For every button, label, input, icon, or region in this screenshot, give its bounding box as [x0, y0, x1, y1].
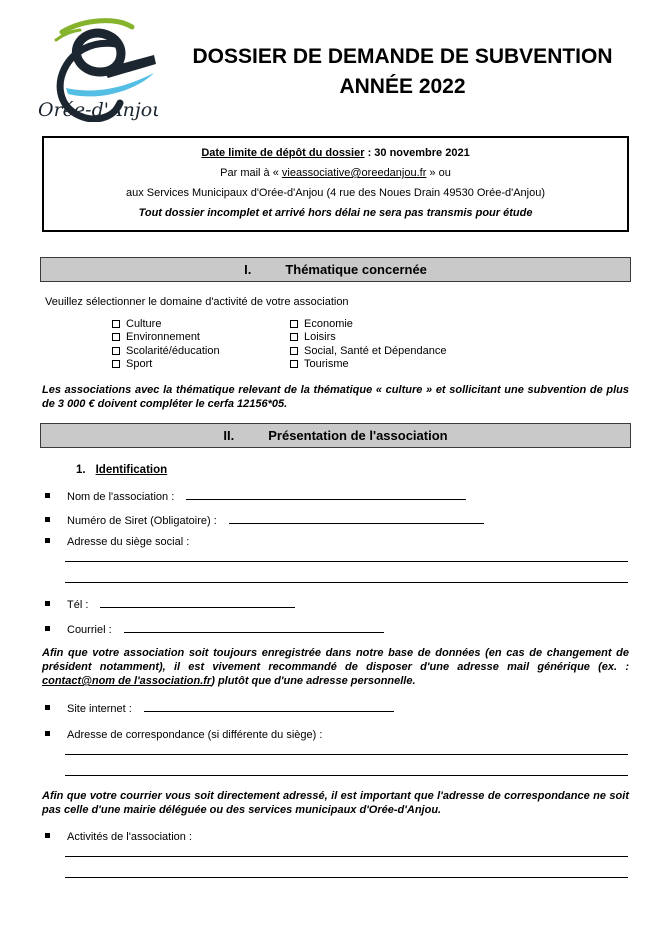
checkbox-option-loisirs[interactable] [290, 331, 447, 345]
checkbox-option-culture[interactable] [112, 317, 290, 331]
checkbox-icon[interactable] [290, 360, 298, 368]
checkbox-label: Environnement [126, 331, 200, 344]
bullet-icon [45, 833, 50, 838]
bullet-icon [45, 538, 50, 543]
email-link[interactable]: vieassociative@oreedanjou.fr [281, 167, 427, 179]
checkbox-option-sport[interactable] [112, 358, 290, 372]
section-2-title: Présentation de l'association [268, 428, 448, 443]
activites-line-1[interactable] [65, 843, 628, 857]
checkbox-icon[interactable] [112, 347, 120, 355]
page-title-line1: DOSSIER DE DEMANDE DE SUBVENTION [192, 45, 613, 68]
field-tel [45, 597, 628, 611]
checkbox-option-environnement[interactable] [112, 331, 290, 345]
checkbox-column-2 [290, 317, 447, 371]
field-activites [45, 831, 628, 843]
field-nom-input[interactable] [186, 489, 466, 500]
generic-email-note-text: Afin que votre association soit toujours enregistrée dans notre base de données (en cas de changement de président notamment), il est vivement recommandé de disposer d'une adresse mail générique (ex. : [42, 647, 629, 673]
adresse-siege-line-2[interactable] [65, 562, 628, 583]
checkbox-option-tourisme[interactable] [290, 358, 447, 372]
deadline-value: : 30 novembre 2021 [364, 147, 470, 159]
bullet-icon [45, 626, 50, 631]
mail-suffix: » ou [426, 167, 451, 179]
identification-heading [76, 464, 671, 476]
checkbox-icon[interactable] [290, 347, 298, 355]
bullet-icon [45, 601, 50, 606]
field-siret-label: Numéro de Siret (Obligatoire) : [67, 515, 217, 527]
logo-text: Orée-d'Anjou [38, 99, 158, 121]
header [0, 0, 671, 122]
adresse-siege-line-1[interactable] [65, 548, 628, 562]
deadline-label: Date limite de dépôt du dossier [201, 147, 365, 159]
adresse-corresp-line-2[interactable] [65, 755, 628, 776]
bullet-icon [45, 705, 50, 710]
section-1-intro: Veuillez sélectionner le domaine d'activité de votre association [45, 296, 349, 308]
title-block [158, 12, 647, 122]
section-2-header [40, 423, 631, 448]
page-title-line2: ANNÉE 2022 [339, 75, 466, 98]
generic-email-note [42, 646, 629, 688]
checkbox-label: Social, Santé et Dépendance [304, 344, 447, 357]
field-site-input[interactable] [144, 701, 394, 712]
checkbox-icon[interactable] [112, 360, 120, 368]
field-nom-label: Nom de l'association : [67, 491, 175, 503]
checkbox-label: Sport [126, 358, 153, 371]
mail-line [54, 163, 617, 183]
checkbox-option-scolarite[interactable] [112, 344, 290, 358]
checkbox-column-1 [112, 317, 290, 371]
field-courriel-label: Courriel : [67, 624, 112, 636]
field-siret [45, 513, 628, 527]
generic-email-example-link: contact@nom de l'association.fr [42, 675, 212, 687]
adresse-corresp-line-1[interactable] [65, 741, 628, 755]
bullet-icon [45, 731, 50, 736]
bullet-icon [45, 493, 50, 498]
field-courriel-input[interactable] [124, 622, 384, 633]
checkbox-label: Scolarité/éducation [126, 344, 220, 357]
oree-danjou-logo-icon [26, 12, 158, 122]
municipal-address-line: aux Services Municipaux d'Orée-d'Anjou (4 rue des Noues Drain 49530 Orée-d'Anjou) [125, 187, 546, 199]
section-2-number: II. [223, 428, 235, 443]
deadline-line [54, 143, 617, 163]
deadline-info-box [42, 136, 629, 232]
section-1-header [40, 257, 631, 282]
checkbox-label: Tourisme [304, 358, 349, 371]
courrier-note: Afin que votre courrier vous soit directement adressé, il est important que l'adresse de correspondance ne soit pas celle d'une mairie déléguée ou des services municipaux d'Orée-d'Anjou. [42, 790, 629, 816]
checkbox-label: Loisirs [304, 331, 336, 344]
field-tel-input[interactable] [100, 597, 295, 608]
field-siret-input[interactable] [229, 513, 484, 524]
oree-danjou-logo [26, 12, 158, 122]
section-1-title: Thématique concernée [285, 262, 427, 277]
activites-line-2[interactable] [65, 857, 628, 878]
field-activites-label: Activités de l'association : [67, 831, 192, 843]
warning-line: Tout dossier incomplet et arrivé hors délai ne sera pas transmis pour étude [138, 207, 533, 219]
bullet-icon [45, 517, 50, 522]
checkbox-option-economie[interactable] [290, 317, 447, 331]
checkbox-icon[interactable] [112, 320, 120, 328]
field-adresse-siege [45, 536, 628, 548]
field-adresse-corresp-label: Adresse de correspondance (si différente du siège) : [67, 729, 323, 741]
mail-prefix: Par mail à « [220, 167, 282, 179]
field-tel-label: Tél : [67, 599, 89, 611]
theme-checkbox-group [112, 317, 671, 371]
identification-title: Identification [95, 464, 168, 476]
identification-number: 1. [76, 464, 86, 476]
checkbox-option-social[interactable] [290, 344, 447, 358]
field-site-label: Site internet : [67, 703, 132, 715]
checkbox-label: Culture [126, 317, 162, 330]
checkbox-label: Economie [304, 317, 353, 330]
checkbox-icon[interactable] [112, 333, 120, 341]
culture-cerfa-note: Les associations avec la thématique relevant de la thématique « culture » et sollicitant une subvention de plus de 3 000 € doivent compléter le cerfa 12156*05. [42, 384, 629, 410]
field-nom [45, 489, 628, 503]
field-adresse-corresp [45, 729, 628, 741]
field-adresse-siege-label: Adresse du siège social : [67, 536, 190, 548]
checkbox-icon[interactable] [290, 320, 298, 328]
field-site [45, 701, 628, 715]
field-courriel [45, 622, 628, 636]
checkbox-icon[interactable] [290, 333, 298, 341]
section-1-number: I. [244, 262, 252, 277]
generic-email-note-text-2: ) plutôt que d'une adresse personnelle. [211, 675, 416, 687]
